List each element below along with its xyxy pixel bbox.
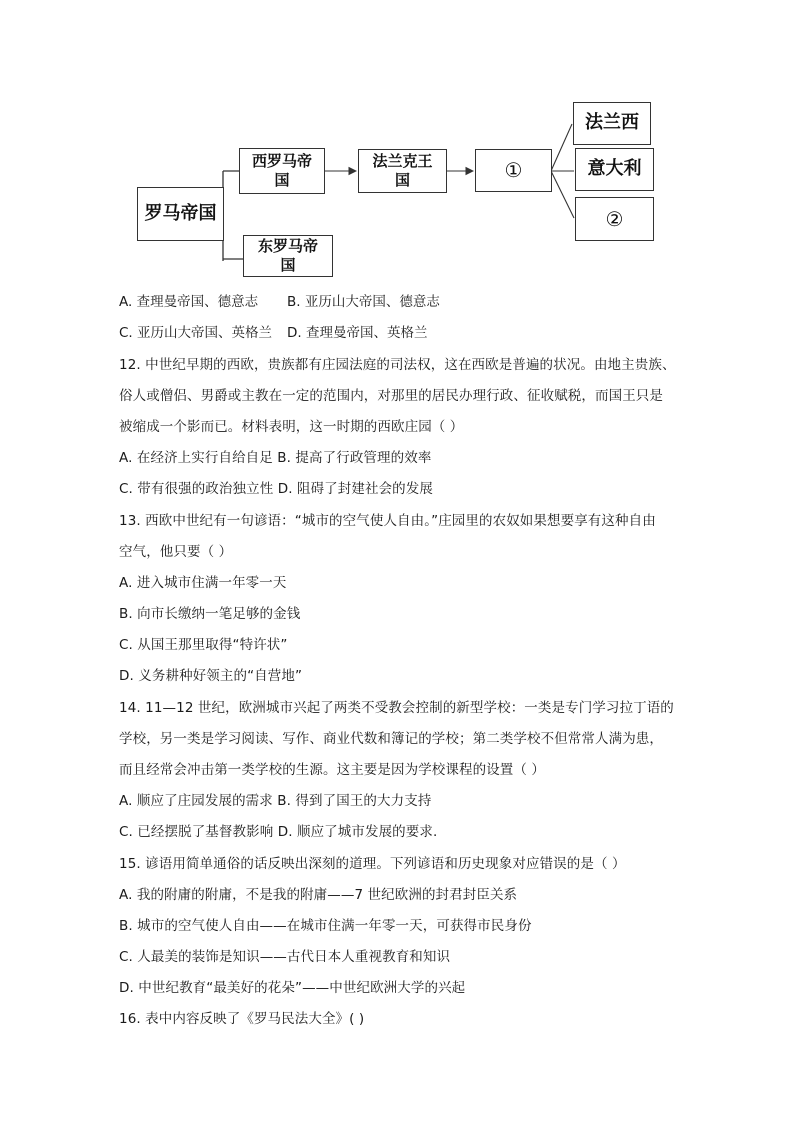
branch-line-blank2: [551, 171, 574, 218]
box-roman-empire: [137, 187, 224, 241]
q12-options-ab: A. 在经济上实行自给自足 B. 提高了行政管理的效率: [119, 450, 432, 466]
q16-stem-line-1: 16. 表中内容反映了《罗马民法大全》( ): [119, 1011, 365, 1027]
box-frankish-kingdom-label: 法兰克王国: [372, 152, 433, 189]
box-blank-2: [575, 197, 654, 241]
q13-option-c: C. 从国王那里取得“特许状”: [119, 637, 288, 653]
q14-stem-line-2: 学校，另一类是学习阅读、写作、商业代数和簿记的学校；第二类学校不但常常人满为患，: [119, 731, 663, 747]
box-blank-2-label: ②: [605, 206, 624, 231]
q11-option-b: B. 亚历山大帝国、德意志: [287, 294, 440, 310]
q13-option-a: A. 进入城市住满一年零一天: [119, 575, 287, 591]
q11-option-a: A. 查理曼帝国、德意志: [119, 294, 259, 310]
q14-options-ab: A. 顺应了庄园发展的需求 B. 得到了国王的大力支持: [119, 793, 432, 809]
branch-line-france: [551, 124, 572, 171]
box-france: [573, 102, 651, 145]
q12-stem-line-1: 12. 中世纪早期的西欧，贵族都有庄园法庭的司法权，这在西欧是普遍的状况。由地主贵族、: [119, 357, 676, 373]
q15-option-d: D. 中世纪教育“最美好的花朵”——中世纪欧洲大学的兴起: [119, 980, 466, 996]
box-frankish-kingdom: [358, 149, 447, 193]
q14-stem-line-3: 而且经常会冲击第一类学校的生源。这主要是因为学校课程的设置（ ）: [119, 762, 545, 778]
q13-option-d: D. 义务耕种好领主的“自营地”: [119, 668, 303, 684]
q12-stem-line-3: 被缩成一个影而已。材料表明，这一时期的西欧庄园（ ）: [119, 419, 464, 435]
history-flow-diagram: [0, 0, 794, 290]
box-blank-1-label: ①: [504, 158, 523, 182]
q14-stem-line-1: 14. 11—12 世纪，欧洲城市兴起了两类不受教会控制的新型学校：一类是专门学习拉丁语的: [119, 700, 674, 716]
q11-option-d: D. 查理曼帝国、英格兰: [287, 325, 428, 341]
q12-stem-line-2: 俗人或僧侣、男爵或主教在一定的范围内，对那里的居民办理行政、征收赋税，而国王只是: [119, 388, 663, 404]
q11-option-c: C. 亚历山大帝国、英格兰: [119, 325, 273, 341]
box-italy-label: 意大利: [587, 158, 642, 180]
diagram-connectors: [0, 0, 794, 290]
box-italy: [575, 148, 654, 191]
q15-option-a: A. 我的附庸的附庸，不是我的附庸——7 世纪欧洲的封君封臣关系: [119, 887, 518, 903]
q15-stem-line-1: 15. 谚语用简单通俗的话反映出深刻的道理。下列谚语和历史现象对应错误的是（ ）: [119, 856, 626, 872]
box-west-roman-empire: [239, 148, 325, 194]
q13-stem-line-1: 13. 西欧中世纪有一句谚语：“城市的空气使人自由。”庄园里的农奴如果想要享有这种自由: [119, 513, 656, 529]
box-blank-1: [475, 149, 552, 192]
box-east-roman-empire-label: 东罗马帝国: [257, 237, 318, 274]
q13-stem-line-2: 空气，他只要（ ）: [119, 544, 233, 560]
q15-option-c: C. 人最美的装饰是知识——古代日本人重视教育和知识: [119, 949, 451, 965]
q12-options-cd: C. 带有很强的政治独立性 D. 阻碍了封建社会的发展: [119, 481, 433, 497]
box-france-label: 法兰西: [585, 112, 639, 134]
box-west-roman-empire-label: 西罗马帝国: [251, 152, 312, 189]
box-east-roman-empire: [243, 235, 333, 277]
q13-option-b: B. 向市长缴纳一笔足够的金钱: [119, 606, 301, 622]
q15-option-b: B. 城市的空气使人自由——在城市住满一年零一天，可获得市民身份: [119, 918, 532, 934]
q14-options-cd: C. 已经摆脱了基督教影响 D. 顺应了城市发展的要求.: [119, 824, 438, 840]
box-roman-empire-label: 罗马帝国: [144, 202, 217, 224]
